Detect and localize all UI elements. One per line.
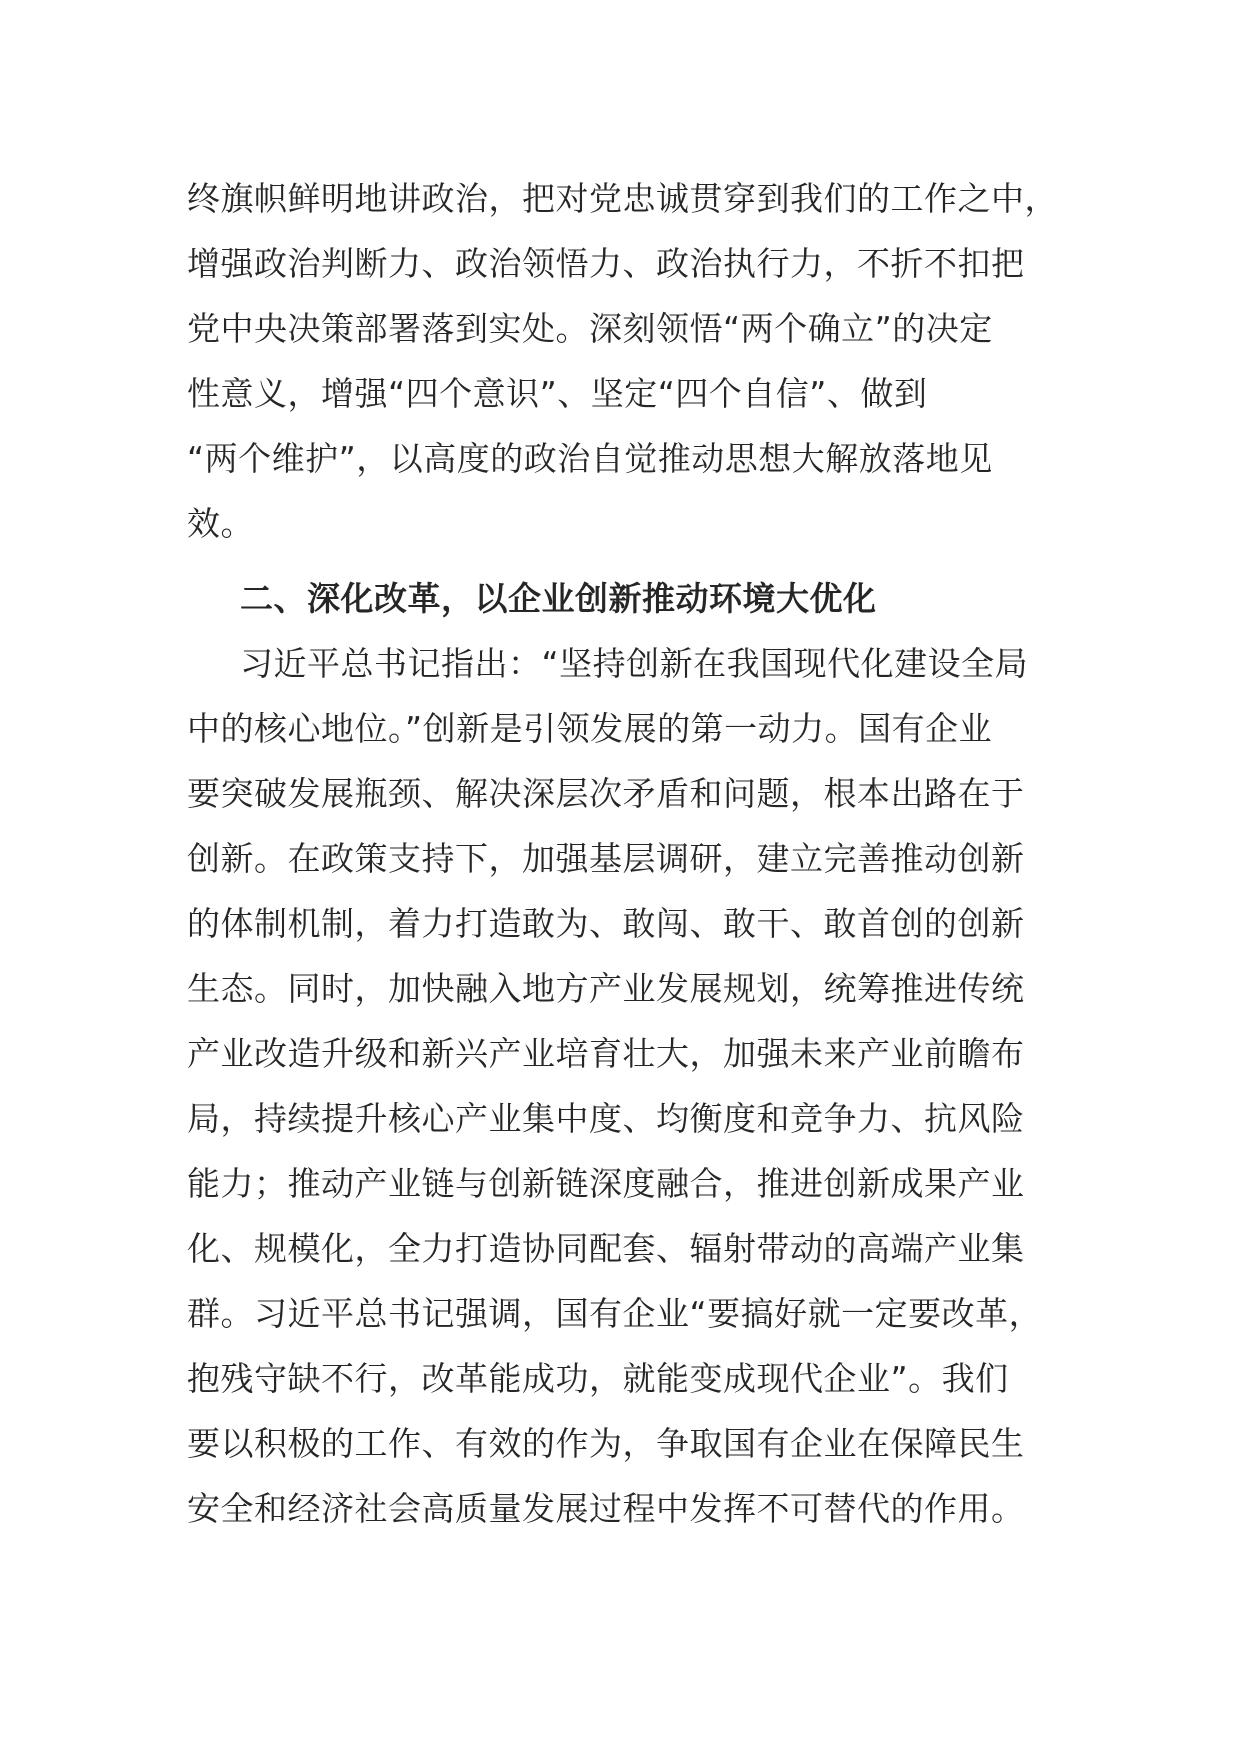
- paragraph-line: 能力；推动产业链与创新链深度融合，推进创新成果产业: [187, 1164, 1025, 1203]
- paragraph-line: 化、规模化，全力打造协同配套、辐射带动的高端产业集: [187, 1229, 1025, 1268]
- paragraph-line: 终旗帜鲜明地讲政治，把对党忠诚贯穿到我们的工作之中，: [187, 179, 1058, 218]
- paragraph-line: 的体制机制，着力打造敢为、敢闯、敢干、敢首创的创新: [187, 904, 1025, 943]
- paragraph-line: 产业改造升级和新兴产业培育壮大，加强未来产业前瞻布: [187, 1034, 1025, 1073]
- paragraph-line: 创新。在政策支持下，加强基层调研，建立完善推动创新: [187, 839, 1025, 878]
- paragraph-line: “两个维护”，以高度的政治自觉推动思想大解放落地见: [187, 439, 993, 478]
- paragraph-line: 安全和经济社会高质量发展过程中发挥不可替代的作用。: [187, 1489, 1025, 1528]
- paragraph-line: 中的核心地位。”创新是引领发展的第一动力。国有企业: [187, 709, 993, 748]
- paragraph-line: 要突破发展瓶颈、解决深层次矛盾和问题，根本出路在于: [187, 774, 1025, 813]
- paragraph-innovation: [187, 631, 1067, 1541]
- paragraph-line: 生态。同时，加快融入地方产业发展规划，统筹推进传统: [187, 969, 1025, 1008]
- paragraph-continued: [187, 166, 1067, 556]
- paragraph-line: 党中央决策部署落到实处。深刻领悟“两个确立”的决定: [187, 309, 993, 348]
- section-heading-block: [187, 566, 1067, 631]
- paragraph-line: 增强政治判断力、政治领悟力、政治执行力，不折不扣把: [187, 244, 1025, 283]
- paragraph-line: 群。习近平总书记强调，国有企业“要搞好就一定要改革，: [187, 1294, 1043, 1333]
- section-heading: 二、深化改革，以企业创新推动环境大优化: [240, 579, 877, 618]
- paragraph-line: 习近平总书记指出：“坚持创新在我国现代化建设全局: [240, 644, 1029, 683]
- paragraph-line: 局，持续提升核心产业集中度、均衡度和竞争力、抗风险: [187, 1099, 1025, 1138]
- paragraph-line: 抱残守缺不行，改革能成功，就能变成现代企业”。我们: [187, 1359, 1009, 1398]
- paragraph-line: 性意义，增强“四个意识”、坚定“四个自信”、做到: [187, 374, 928, 413]
- document-body: [187, 166, 1067, 1541]
- paragraph-line: 效。: [187, 504, 254, 543]
- paragraph-line: 要以积极的工作、有效的作为，争取国有企业在保障民生: [187, 1424, 1025, 1463]
